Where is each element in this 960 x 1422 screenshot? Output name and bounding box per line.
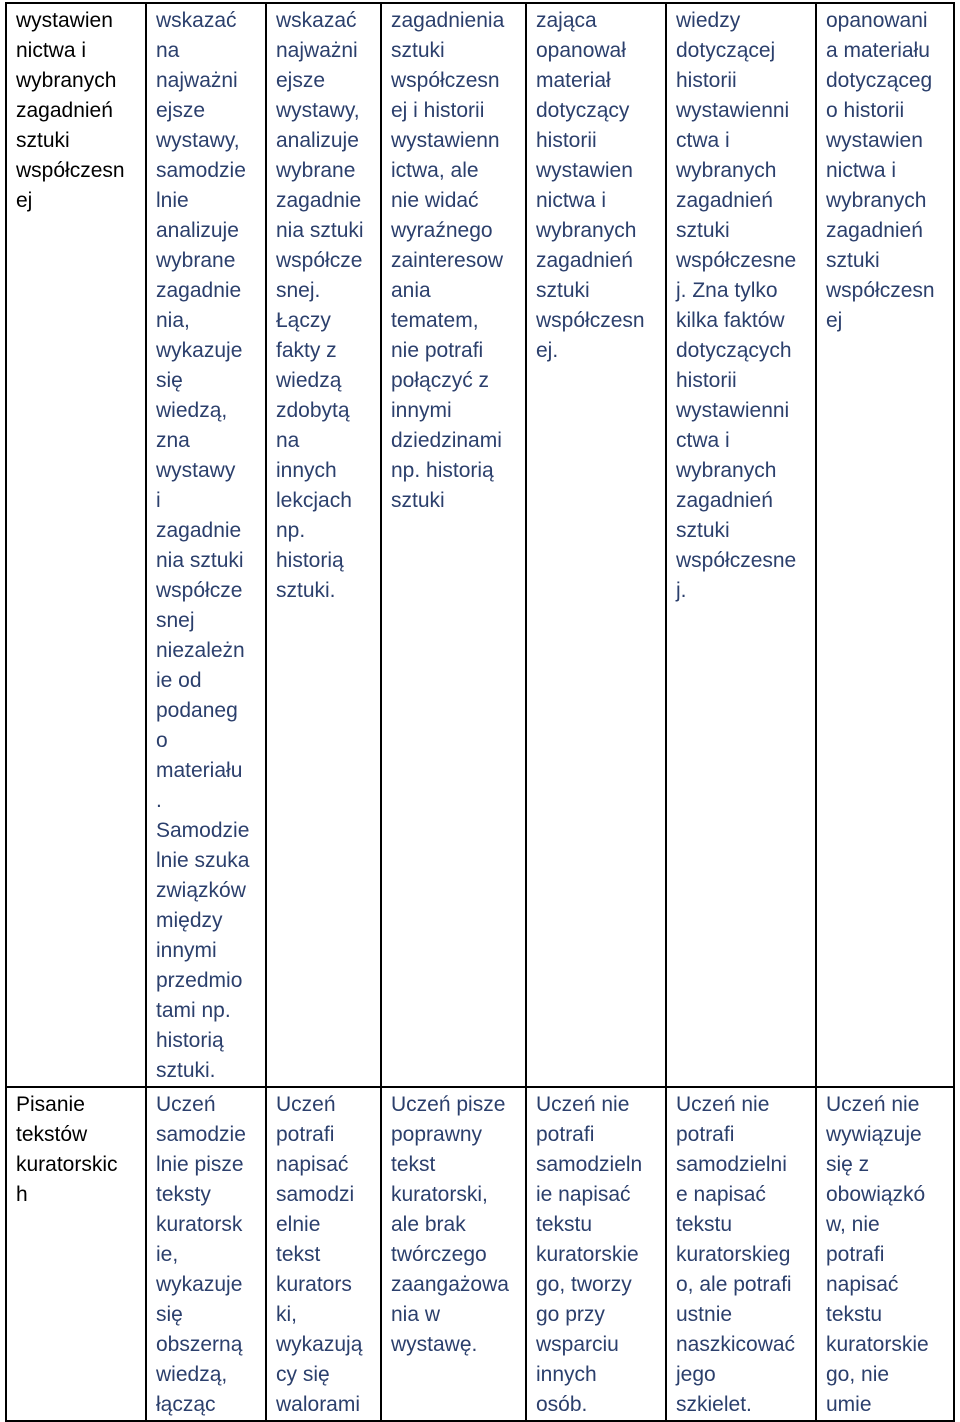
table-row bbox=[6, 1087, 954, 1421]
criterion-cell: wystawien nictwa i wybranych zagadnień sztuki współczesn ej bbox=[6, 3, 146, 1087]
grade-cell: zająca opanował materiał dotyczący historii wystawien nictwa i wybranych zagadnień sztuki współczesn ej. bbox=[526, 3, 666, 1087]
grade-cell: zagadnienia sztuki współczesn ej i historii wystawienn ictwa, ale nie widać wyraźnego zainteresow ania tematem, nie potrafi połączyć z innymi dziedzinami np. historią sztuki bbox=[381, 3, 526, 1087]
grade-cell: Uczeń pisze poprawny tekst kuratorski, ale brak twórczego zaangażowa nia w wystawę. bbox=[381, 1087, 526, 1421]
grade-cell: Uczeń samodzie lnie pisze teksty kuratorsk ie, wykazuje się obszerną wiedzą, łącząc bbox=[146, 1087, 266, 1421]
grade-cell: Uczeń nie wywiązuje się z obowiązkó w, nie potrafi napisać tekstu kuratorskie go, nie umie bbox=[816, 1087, 954, 1421]
criterion-cell: Pisanie tekstów kuratorskic h bbox=[6, 1087, 146, 1421]
grade-cell: wiedzy dotyczącej historii wystawienni ctwa i wybranych zagadnień sztuki współczesne j. Zna tylko kilka faktów dotyczących historii wystawienni ctwa i wybranych zagadnień sztuki współczesne j. bbox=[666, 3, 816, 1087]
grade-cell: Uczeń nie potrafi samodzieln ie napisać tekstu kuratorskie go, tworzy go przy wsparciu innych osób. bbox=[526, 1087, 666, 1421]
grade-cell: wskazać na najważni ejsze wystawy, samodzie lnie analizuje wybrane zagadnie nia, wykazuje się wiedzą, zna wystawy i zagadnie nia sztuki współcze snej niezależn ie od podaneg o materiału . Samodzie lnie szuka związków między innymi przedmio tami np. historią sztuki. bbox=[146, 3, 266, 1087]
grade-cell: Uczeń potrafi napisać samodzi elnie tekst kurators ki, wykazują cy się walorami bbox=[266, 1087, 381, 1421]
assessment-table bbox=[5, 2, 955, 1422]
grade-cell: Uczeń nie potrafi samodzielni e napisać tekstu kuratorskieg o, ale potrafi ustnie naszkicować jego szkielet. bbox=[666, 1087, 816, 1421]
grade-cell: opanowani a materiału dotycząceg o historii wystawien nictwa i wybranych zagadnień sztuki współczesn ej bbox=[816, 3, 954, 1087]
table-row bbox=[6, 3, 954, 1087]
grade-cell: wskazać najważni ejsze wystawy, analizuje wybrane zagadnie nia sztuki współcze snej. Łączy fakty z wiedzą zdobytą na innych lekcjach np. historią sztuki. bbox=[266, 3, 381, 1087]
